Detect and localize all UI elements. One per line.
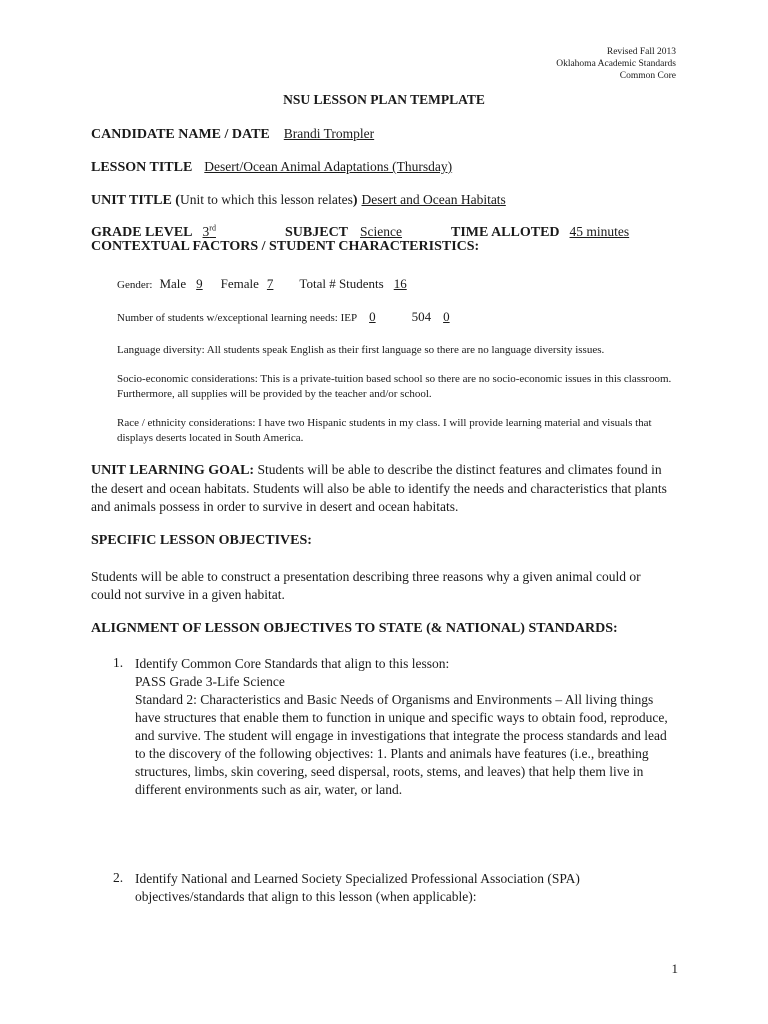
page-number: 1 xyxy=(671,961,678,976)
unit-title-note: Unit to which this lesson relates xyxy=(179,192,353,207)
gender-row xyxy=(117,275,407,293)
unit-goal-text: Students will be able to describe the distinct features and climates found in the desert and ocean habitats. Students will also be able to identify the needs and characteristics that plants and animals possess in order to survive in desert and ocean habitats. xyxy=(91,462,667,514)
common-core-label: Common Core xyxy=(619,71,676,81)
lesson-title-label: LESSON TITLE xyxy=(91,160,193,175)
lesson-title-row xyxy=(91,158,472,176)
label-504: 504 xyxy=(411,309,432,324)
female-label: Female xyxy=(220,276,259,291)
unit-title-label-close: ) xyxy=(352,193,358,208)
revised-date: Revised Fall 2013 xyxy=(606,47,676,57)
time-label: TIME ALLOTED xyxy=(451,225,560,240)
male-value: 9 xyxy=(196,276,203,291)
unit-title-label: UNIT TITLE ( xyxy=(91,193,180,208)
item-1-line1: Identify Common Core Standards that align to this lesson: xyxy=(135,656,450,671)
candidate-row xyxy=(91,125,374,143)
item-2-number: 2. xyxy=(113,870,124,885)
language-diversity: Language diversity: All students speak English as their first language so there are no language diversity issues. xyxy=(117,344,605,356)
socio-economic: Socio-economic considerations: This is a private-tuition based school so there are no socio-economic issues in this classroom. Furthermore, all supplies will be provided by the teacher and/or school. xyxy=(117,373,672,400)
unit-title-value: Desert and Ocean Habitats xyxy=(361,192,506,207)
unit-goal xyxy=(91,461,671,516)
unit-title-row xyxy=(91,191,516,209)
objectives-text: Students will be able to construct a presentation describing three reasons why a given animal could or could not survive in a given habitat. xyxy=(91,569,641,602)
grade-value: 3rd xyxy=(202,223,216,239)
contextual-heading: CONTEXTUAL FACTORS / STUDENT CHARACTERISTICS: xyxy=(91,239,480,254)
alignment-heading: ALIGNMENT OF LESSON OBJECTIVES TO STATE (& NATIONAL) STANDARDS: xyxy=(91,621,618,636)
item-1-body: Standard 2: Characteristics and Basic Needs of Organisms and Environments – All living things have structures that enable them to function in unique and specific ways to obtain food, reproduce, and survive. The student will engage in investigations that integrate the process standards and lead to the discovery of the following objectives: 1. Plants and animals have features (i.e., breathing structures, limbs, skin covering, seed dispersal, roots, stems, and leaves) that help them live in different environments such as air, water, or land. xyxy=(135,692,668,797)
total-value: 16 xyxy=(393,276,407,291)
subject-value: Science xyxy=(360,224,403,239)
candidate-label: CANDIDATE NAME / DATE xyxy=(91,127,270,142)
lesson-title-value: Desert/Ocean Animal Adaptations (Thursday) xyxy=(204,159,453,174)
grade-label: GRADE LEVEL xyxy=(91,225,193,240)
value-504: 0 xyxy=(443,309,450,324)
item-1-line2: PASS Grade 3-Life Science xyxy=(135,674,285,689)
candidate-value: Brandi Trompler xyxy=(283,126,375,141)
race-ethnicity: Race / ethnicity considerations: I have two Hispanic students in my class. I will provide learning material and visuals that displays deserts located in South America. xyxy=(117,417,652,444)
time-value: 45 minutes xyxy=(569,224,630,239)
subject-label: SUBJECT xyxy=(285,225,349,240)
item-1-number: 1. xyxy=(113,655,124,670)
female-value: 7 xyxy=(266,276,274,291)
iep-value: 0 xyxy=(369,309,376,324)
gender-label: Gender: xyxy=(117,279,153,291)
male-label: Male xyxy=(159,276,187,291)
standards-item-2: Identify National and Learned Society Specialized Professional Association (SPA) objectives/standards that align to this lesson (when applicable): xyxy=(135,871,580,904)
standards-item-1 xyxy=(135,655,675,799)
total-label: Total # Students xyxy=(299,276,384,291)
exceptional-label: Number of students w/exceptional learning needs: IEP xyxy=(117,312,358,324)
document-title: NSU LESSON PLAN TEMPLATE xyxy=(283,92,485,107)
standards-label: Oklahoma Academic Standards xyxy=(556,59,676,69)
objectives-heading: SPECIFIC LESSON OBJECTIVES: xyxy=(91,533,312,548)
unit-goal-label: UNIT LEARNING GOAL: xyxy=(91,463,255,478)
exceptional-row xyxy=(117,308,468,326)
